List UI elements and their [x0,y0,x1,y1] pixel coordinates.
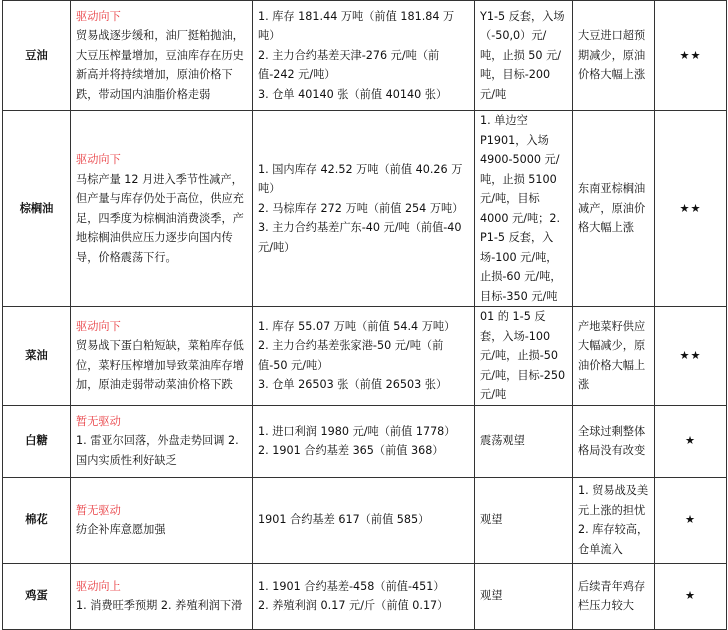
strategy-cell: 观望 [475,477,573,563]
driver-text: 纺企补库意愿加强 [76,523,166,536]
driver-label: 暂无驱动 [76,503,121,517]
driver-cell [71,307,253,406]
driver-label: 驱动向下 [76,319,121,333]
data-line: 2. 主力合约基差天津-276 元/吨（前值-242 元/吨） [258,48,440,82]
driver-text: 贸易战下蛋白粕短缺，菜粕库存低位，菜籽压榨增加导致菜油库存增加，原油走弱带动菜油价格下跌 [76,339,244,392]
strategy-cell: 震荡观望 [475,405,573,477]
driver-label: 暂无驱动 [76,414,121,428]
rating-stars: ★★ [655,111,727,307]
data-cell [253,1,475,111]
data-line: 1. 库存 55.07 万吨（前值 54.4 万吨） [258,319,456,333]
risk-cell: 大豆进口超预期减少，原油价格大幅上涨 [573,1,655,111]
strategy-cell: 01 的 1-5 反套，入场-100 元/吨，止损-50 元/吨，目标-250 元/吨 [475,307,573,406]
table-row [3,307,727,406]
data-line: 2. 主力合约基差张家港-50 元/吨（前值-50 元/吨） [258,339,444,372]
rating-stars: ★★ [655,1,727,111]
data-line: 3. 仓单 40140 张（前值 40140 张） [258,87,448,101]
driver-label: 驱动向下 [76,9,121,23]
data-line: 1. 库存 181.44 万吨（前值 181.84 万吨） [258,9,455,43]
driver-label: 驱动向上 [76,579,121,593]
rating-stars: ★★ [655,307,727,406]
driver-cell [71,111,253,307]
data-cell [253,111,475,307]
rating-stars: ★ [655,563,727,629]
driver-text: 贸易战逐步缓和，油厂挺粕抛油，大豆压榨量增加，豆油库存在历史新高并将持续增加，原油价格下跌，带动国内油脂价格走弱 [76,29,244,101]
commodity-name: 鸡蛋 [3,563,71,629]
rating-stars: ★ [655,477,727,563]
risk-cell: 产地菜籽供应大幅减少，原油价格大幅上涨 [573,307,655,406]
table-row [3,1,727,111]
data-cell [253,477,475,563]
rating-stars: ★ [655,405,727,477]
data-line: 1901 合约基差 617（前值 585） [258,513,430,527]
strategy-cell: 1. 单边空 P1901，入场 4900-5000 元/吨，止损 5100 元/吨，目标 4000 元/吨；2. P1-5 反套，入场-100 元/吨，止损-60 元/吨，目标-350 元/吨 [475,111,573,307]
commodity-name: 棕榈油 [3,111,71,307]
data-line: 1. 国内库存 42.52 万吨（前值 40.26 万吨） [258,162,463,196]
table-row [3,111,727,307]
commodity-name: 白糖 [3,405,71,477]
data-line: 2. 马棕库存 272 万吨（前值 254 万吨） [258,201,464,215]
data-cell [253,563,475,629]
data-line: 1. 进口利润 1980 元/吨（前值 1778） [258,424,456,438]
data-line: 1. 1901 合约基差-458（前值-451） [258,579,445,593]
strategy-cell: 观望 [475,563,573,629]
table-row [3,563,727,629]
driver-text: 马棕产量 12 月进入季节性减产，但产量与库存仍处于高位，供应充足，四季度为棕榈油消费淡季，产地棕榈油供应压力逐步向国内传导，价格震荡下行。 [76,172,244,264]
risk-cell: 全球过剩整体格局没有改变 [573,405,655,477]
driver-text: 1. 消费旺季预期 2. 养殖利润下滑 [76,599,243,612]
driver-cell [71,563,253,629]
commodity-table [2,0,727,630]
driver-label: 驱动向下 [76,153,121,166]
driver-cell [71,1,253,111]
commodity-name: 棉花 [3,477,71,563]
table-row [3,477,727,563]
data-cell [253,307,475,406]
strategy-cell: Y1-5 反套，入场（-50,0）元/吨，止损 50 元/吨，目标-200 元/吨 [475,1,573,111]
data-line: 3. 主力合约基差广东-40 元/吨（前值-40 元/吨） [258,221,462,254]
driver-cell [71,405,253,477]
driver-cell [71,477,253,563]
data-line: 3. 仓单 26503 张（前值 26503 张） [258,378,448,392]
commodity-name: 豆油 [3,1,71,111]
data-cell [253,405,475,477]
data-line: 2. 1901 合约基差 365（前值 368） [258,444,444,457]
commodity-name: 菜油 [3,307,71,406]
risk-cell: 1. 贸易战及美元上涨的担忧 2. 库存较高，仓单流入 [573,477,655,563]
risk-cell: 东南亚棕榈油减产，原油价格大幅上涨 [573,111,655,307]
driver-text: 1. 雷亚尔回落，外盘走势回调 2. 国内实质性利好缺乏 [76,434,239,467]
risk-cell: 后续青年鸡存栏压力较大 [573,563,655,629]
data-line: 2. 养殖利润 0.17 元/斤（前值 0.17） [258,599,449,612]
table-row [3,405,727,477]
